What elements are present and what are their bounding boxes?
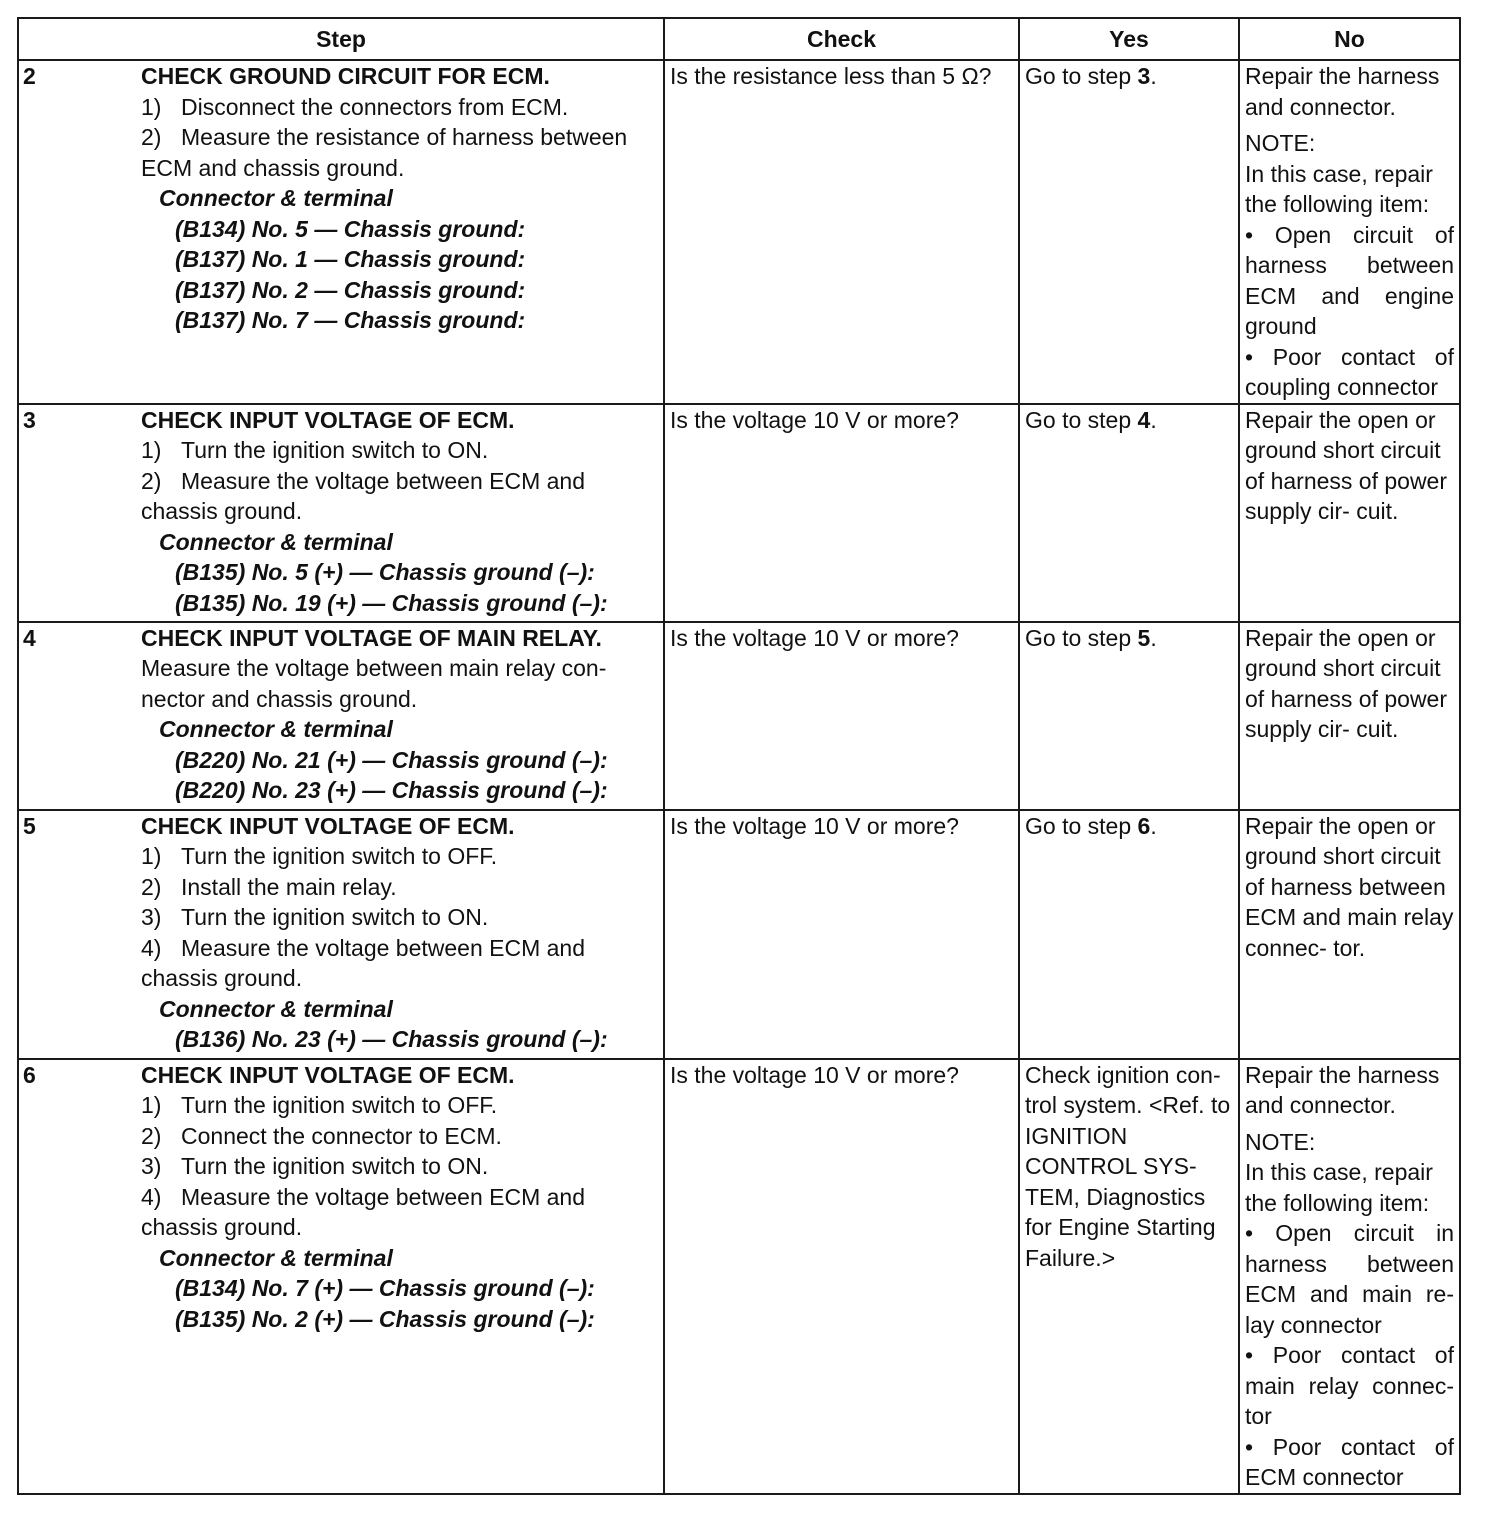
step-instruction: 1) Disconnect the connectors from ECM. — [141, 93, 569, 120]
connector-label: Connector & terminal — [159, 716, 393, 742]
step-instruction: 4) Measure the voltage between ECM and — [141, 934, 586, 961]
note-bullet: • Open circuit of harness between ECM and engine ground — [1245, 221, 1454, 339]
connector-terminal: (B135) No. 19 (+) — Chassis ground (–): — [175, 589, 608, 616]
no-cell — [1239, 404, 1460, 622]
yes-cell: Check ignition con- trol system. <Ref. to IGNITION CONTROL SYS- TEM, Diagnostics for Engine Starting Failure.> — [1019, 1059, 1239, 1494]
step-instruction: 1) Turn the ignition switch to OFF. — [141, 843, 498, 869]
no-action: Repair the open or ground short circuit of harness of power supply cir- cuit. — [1245, 624, 1448, 742]
step-title: CHECK INPUT VOLTAGE OF ECM. — [141, 406, 515, 433]
step-number: 2 — [23, 63, 36, 89]
no-action: Repair the open or ground short circuit of harness between ECM and main relay connec- tor. — [1245, 812, 1454, 961]
step-cell — [18, 810, 664, 1059]
note-bullet: • Poor contact of main relay connec- tor — [1245, 1342, 1454, 1429]
connector-label: Connector & terminal — [159, 1244, 393, 1271]
no-action: Repair the open or ground short circuit of harness of power supply cir- cuit. — [1245, 406, 1448, 524]
yes-cell: Go to step 5. — [1019, 622, 1239, 810]
note-label: NOTE: — [1245, 130, 1316, 156]
no-action: Repair the harness and connector. — [1245, 1061, 1440, 1118]
step-instruction: 2) Measure the voltage between ECM and — [141, 467, 586, 494]
header-row — [18, 18, 1460, 60]
diagnostic-table — [17, 17, 1461, 1495]
step-cell — [18, 60, 664, 404]
step-number: 3 — [23, 406, 36, 433]
step-instruction: 3) Turn the ignition switch to ON. — [141, 904, 489, 930]
yes-step-number: 3 — [1137, 63, 1151, 89]
note-text: In this case, repair the following item: — [1245, 160, 1433, 217]
header-step: Step — [18, 18, 664, 60]
step-instruction: 2) Connect the connector to ECM. — [141, 1122, 502, 1149]
step-instruction: 1) Turn the ignition switch to ON. — [141, 437, 489, 463]
check-cell: Is the voltage 10 V or more? — [664, 810, 1019, 1059]
note-label: NOTE: — [1245, 1128, 1316, 1155]
connector-label: Connector & terminal — [159, 528, 393, 555]
connector-terminal: (B135) No. 5 (+) — Chassis ground (–): — [175, 559, 595, 585]
connector-terminal: (B220) No. 23 (+) — Chassis ground (–): — [175, 777, 608, 803]
step-title: CHECK INPUT VOLTAGE OF MAIN RELAY. — [141, 624, 602, 651]
connector-terminal: (B135) No. 2 (+) — Chassis ground (–): — [175, 1305, 595, 1332]
table-row — [18, 60, 1460, 404]
step-instruction: 2) Measure the resistance of harness between — [141, 124, 628, 150]
header-no: No — [1239, 18, 1460, 60]
step-number: 4 — [23, 624, 36, 651]
no-cell — [1239, 810, 1460, 1059]
step-instruction-cont: chassis ground. — [141, 1214, 303, 1240]
note-bullet: • Poor contact of coupling connector — [1245, 343, 1454, 400]
yes-cell: Go to step 3. — [1019, 60, 1239, 404]
connector-terminal: (B137) No. 2 — Chassis ground: — [175, 276, 526, 303]
header-check: Check — [664, 18, 1019, 60]
connector-label: Connector & terminal — [159, 995, 393, 1022]
step-number: 6 — [23, 1061, 36, 1088]
yes-cell: Go to step 4. — [1019, 404, 1239, 622]
no-action: Repair the harness and connector. — [1245, 63, 1440, 120]
no-cell — [1239, 622, 1460, 810]
note-bullet: • Open circuit in harness between ECM and main re- lay connector — [1245, 1220, 1454, 1338]
step-instruction: Measure the voltage between main relay con- nector and chassis ground. — [141, 655, 607, 712]
table-row — [18, 404, 1460, 622]
step-cell — [18, 1059, 664, 1494]
header-yes: Yes — [1019, 18, 1239, 60]
connector-terminal: (B137) No. 7 — Chassis ground: — [175, 307, 526, 333]
connector-terminal: (B136) No. 23 (+) — Chassis ground (–): — [175, 1026, 608, 1052]
step-instruction: 2) Install the main relay. — [141, 873, 397, 900]
check-cell: Is the voltage 10 V or more? — [664, 404, 1019, 622]
note-bullet: • Poor contact of ECM connector — [1245, 1433, 1454, 1490]
step-cell — [18, 404, 664, 622]
check-cell: Is the resistance less than 5 Ω? — [664, 60, 1019, 404]
no-cell — [1239, 1059, 1460, 1494]
step-instruction-cont: chassis ground. — [141, 965, 303, 991]
step-title: CHECK INPUT VOLTAGE OF ECM. — [141, 812, 515, 839]
check-cell: Is the voltage 10 V or more? — [664, 1059, 1019, 1494]
step-instruction: 1) Turn the ignition switch to OFF. — [141, 1092, 498, 1118]
connector-terminal: (B134) No. 7 (+) — Chassis ground (–): — [175, 1275, 595, 1301]
step-title: CHECK GROUND CIRCUIT FOR ECM. — [141, 63, 550, 89]
connector-label: Connector & terminal — [159, 185, 393, 211]
no-cell — [1239, 60, 1460, 404]
connector-terminal: (B220) No. 21 (+) — Chassis ground (–): — [175, 746, 608, 773]
yes-step-number: 5 — [1137, 624, 1151, 651]
step-instruction-cont: ECM and chassis ground. — [141, 154, 405, 181]
table-row — [18, 810, 1460, 1059]
table-row — [18, 622, 1460, 810]
note-text: In this case, repair the following item: — [1245, 1159, 1433, 1216]
connector-terminal: (B134) No. 5 — Chassis ground: — [175, 215, 526, 242]
step-instruction-cont: chassis ground. — [141, 498, 303, 524]
step-instruction: 3) Turn the ignition switch to ON. — [141, 1153, 489, 1179]
step-title: CHECK INPUT VOLTAGE OF ECM. — [141, 1061, 515, 1088]
check-cell: Is the voltage 10 V or more? — [664, 622, 1019, 810]
connector-terminal: (B137) No. 1 — Chassis ground: — [175, 246, 526, 272]
step-number: 5 — [23, 812, 36, 839]
step-instruction: 4) Measure the voltage between ECM and — [141, 1183, 586, 1210]
yes-step-number: 6 — [1137, 812, 1151, 839]
step-cell — [18, 622, 664, 810]
yes-step-number: 4 — [1137, 406, 1151, 433]
yes-cell: Go to step 6. — [1019, 810, 1239, 1059]
table-row — [18, 1059, 1460, 1494]
